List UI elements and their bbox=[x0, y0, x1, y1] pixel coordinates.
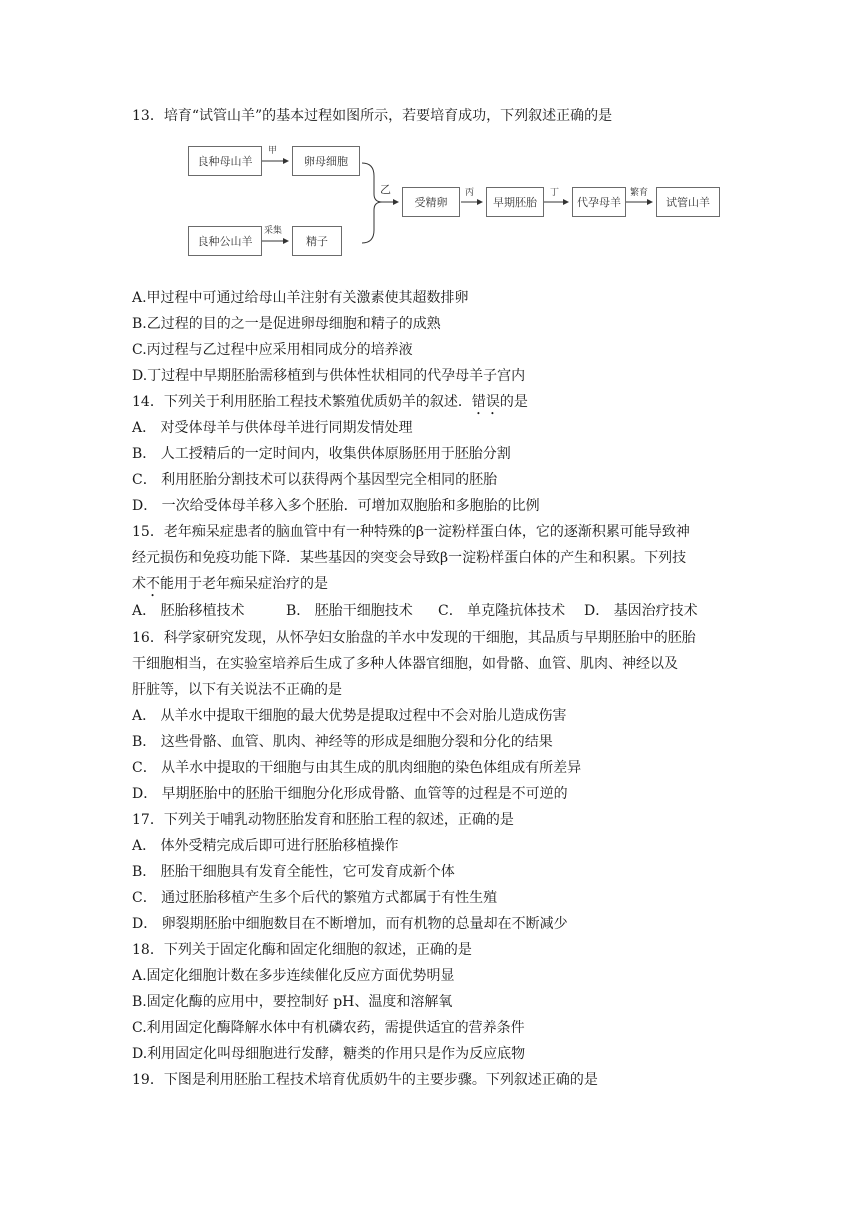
q14-stem-pre: 14．下列关于利用胚胎工程技术繁殖优质奶羊的叙述． bbox=[132, 394, 472, 410]
box-surrogate: 代孕母羊 bbox=[572, 187, 626, 217]
box-sperm: 精子 bbox=[292, 226, 342, 256]
q17-option-d: D． 卵裂期胚胎中细胞数目在不断增加，而有机物的总量却在不断减少 bbox=[132, 916, 568, 932]
q14-stem bbox=[132, 392, 528, 418]
q17-option-c: C． 通过胚胎移植产生多个后代的繁殖方式都属于有性生殖 bbox=[132, 890, 498, 906]
q16-option-b: B． 这些骨骼、血管、肌肉、神经等的形成是细胞分裂和分化的结果 bbox=[132, 734, 553, 750]
q16-option-a: A． 从羊水中提取干细胞的最大优势是提取过程中不会对胎儿造成伤害 bbox=[132, 708, 567, 724]
label-caiji: 采集 bbox=[264, 226, 283, 236]
q17-option-a: A． 体外受精完成后即可进行胚胎移植操作 bbox=[132, 838, 399, 854]
q18-option-b: B.固定化酶的应用中，要控制好 pH、温度和溶解氧 bbox=[132, 994, 453, 1010]
q13-option-a: A.甲过程中可通过给母山羊注射有关激素使其超数排卵 bbox=[132, 290, 469, 306]
box-oocyte: 卵母细胞 bbox=[292, 146, 360, 176]
label-ding: 丁 bbox=[550, 188, 560, 198]
q15-line3-pre: 术 bbox=[132, 576, 146, 592]
q14-stem-emphasis: 错误 bbox=[471, 394, 500, 410]
q16-stem-line3: 肝脏等，以下有关说法不正确的是 bbox=[132, 682, 342, 698]
q16-stem-line2: 干细胞相当，在实验室培养后生成了多种人体器官细胞，如骨骼、血管、肌肉、神经以及 bbox=[132, 656, 678, 672]
q17-option-b: B． 胚胎干细胞具有发育全能性，它可发育成新个体 bbox=[132, 864, 455, 880]
q15-line3-post: 能用于老年痴呆症治疗的是 bbox=[160, 576, 328, 592]
q17-stem: 17．下列关于哺乳动物胚胎发育和胚胎工程的叙述，正确的是 bbox=[132, 812, 514, 828]
q18-stem: 18．下列关于固定化酶和固定化细胞的叙述，正确的是 bbox=[132, 942, 472, 958]
q16-stem-line1: 16．科学家研究发现，从怀孕妇女胎盘的羊水中发现的干细胞，其品质与早期胚胎中的胚胎 bbox=[132, 630, 696, 646]
label-bing: 丙 bbox=[465, 188, 475, 198]
q15-stem-line2: 经元损伤和免疫功能下降．某些基因的突变会导致β一淀粉样蛋白体的产生和积累。下列技 bbox=[132, 550, 687, 566]
q15-option-b: B． 胚胎干细胞技术 bbox=[286, 603, 413, 619]
q16-option-c: C． 从羊水中提取的干细胞与由其生成的肌肉细胞的染色体组成有所差异 bbox=[132, 760, 582, 776]
q14-option-d: D． 一次给受体母羊移入多个胚胎．可增加双胞胎和多胞胎的比例 bbox=[132, 498, 540, 514]
box-male-goat: 良种公山羊 bbox=[188, 226, 262, 256]
box-test-tube-goat: 试管山羊 bbox=[656, 187, 720, 217]
q15-option-d: D． 基因治疗技术 bbox=[584, 603, 698, 619]
q15-option-c: C． 单克隆抗体技术 bbox=[438, 603, 566, 619]
q14-option-b: B． 人工授精后的一定时间内，收集供体原肠胚用于胚胎分割 bbox=[132, 446, 511, 462]
box-zygote: 受精卵 bbox=[402, 187, 460, 217]
q19-stem: 19．下图是利用胚胎工程技术培育优质奶牛的主要步骤。下列叙述正确的是 bbox=[132, 1072, 598, 1088]
q14-option-a: A． 对受体母羊与供体母羊进行同期发情处理 bbox=[132, 420, 413, 436]
q15-options bbox=[132, 601, 698, 621]
box-early-embryo: 早期胚胎 bbox=[486, 187, 544, 217]
q15-option-a: A． 胚胎移植技术 bbox=[132, 603, 245, 619]
q13-option-b: B.乙过程的目的之一是促进卵母细胞和精子的成熟 bbox=[132, 316, 441, 332]
q13-option-c: C.丙过程与乙过程中应采用相同成分的培养液 bbox=[132, 342, 413, 358]
label-fanyu: 繁育 bbox=[630, 188, 649, 198]
q14-stem-post: 的是 bbox=[499, 394, 528, 410]
label-jia: 甲 bbox=[268, 146, 278, 156]
ivf-goat-flow-diagram bbox=[180, 136, 740, 266]
q13-option-d: D.丁过程中早期胚胎需移植到与供体性状相同的代孕母羊子宫内 bbox=[132, 368, 526, 384]
box-female-goat: 良种母山羊 bbox=[188, 146, 262, 176]
q15-line3-emphasis: 不 bbox=[146, 576, 160, 592]
q18-option-d: D.利用固定化叫母细胞进行发酵，糖类的作用只是作为反应底物 bbox=[132, 1046, 526, 1062]
q16-option-d: D． 早期胚胎中的胚胎干细胞分化形成骨骼、血管等的过程是不可逆的 bbox=[132, 786, 568, 802]
label-yi: 乙 bbox=[380, 183, 391, 196]
merge-brace bbox=[362, 163, 382, 243]
q14-option-c: C． 利用胚胎分割技术可以获得两个基因型完全相同的胚胎 bbox=[132, 472, 498, 488]
q13-stem: 13．培育“试管山羊”的基本过程如图所示，若要培育成功，下列叙述正确的是 bbox=[132, 108, 613, 124]
q15-stem-line1: 15．老年痴呆症患者的脑血管中有一种特殊的β一淀粉样蛋白体，它的逐渐积累可能导致神 bbox=[132, 524, 690, 540]
q18-option-c: C.利用固定化酶降解水体中有机磷农药，需提供适宜的营养条件 bbox=[132, 1020, 525, 1036]
q15-stem-line3 bbox=[132, 574, 328, 600]
q18-option-a: A.固定化细胞计数在多步连续催化反应方面优势明显 bbox=[132, 968, 455, 984]
